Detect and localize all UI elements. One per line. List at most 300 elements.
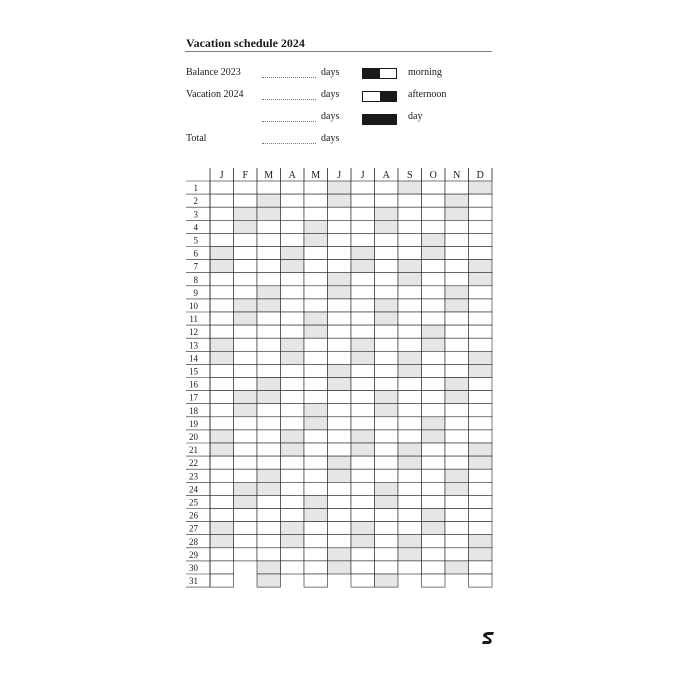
day-cell[interactable]: [375, 286, 399, 299]
day-cell[interactable]: [234, 404, 258, 417]
day-cell[interactable]: [469, 247, 493, 260]
day-cell[interactable]: [210, 561, 234, 574]
day-cell[interactable]: [304, 247, 328, 260]
day-cell[interactable]: [375, 338, 399, 351]
day-cell[interactable]: [304, 404, 328, 417]
day-cell[interactable]: [398, 456, 422, 469]
day-cell[interactable]: [328, 443, 352, 456]
day-cell[interactable]: [469, 522, 493, 535]
day-cell[interactable]: [281, 338, 305, 351]
day-cell[interactable]: [210, 260, 234, 273]
day-cell[interactable]: [281, 351, 305, 364]
day-cell[interactable]: [281, 233, 305, 246]
day-cell[interactable]: [469, 391, 493, 404]
day-cell[interactable]: [304, 260, 328, 273]
day-cell[interactable]: [281, 509, 305, 522]
day-cell[interactable]: [422, 299, 446, 312]
day-cell[interactable]: [398, 378, 422, 391]
day-cell[interactable]: [375, 509, 399, 522]
day-cell[interactable]: [234, 220, 258, 233]
day-cell[interactable]: [398, 299, 422, 312]
day-cell[interactable]: [328, 378, 352, 391]
day-cell[interactable]: [210, 469, 234, 482]
day-cell[interactable]: [210, 378, 234, 391]
day-cell[interactable]: [351, 430, 375, 443]
day-cell[interactable]: [234, 325, 258, 338]
day-cell[interactable]: [210, 194, 234, 207]
day-cell[interactable]: [351, 233, 375, 246]
day-cell[interactable]: [375, 482, 399, 495]
day-cell[interactable]: [469, 561, 493, 574]
day-cell[interactable]: [375, 522, 399, 535]
day-cell[interactable]: [328, 430, 352, 443]
day-cell[interactable]: [445, 391, 469, 404]
day-cell[interactable]: [281, 378, 305, 391]
day-cell[interactable]: [398, 338, 422, 351]
day-cell[interactable]: [422, 325, 446, 338]
day-cell[interactable]: [422, 404, 446, 417]
day-cell[interactable]: [398, 535, 422, 548]
day-cell[interactable]: [234, 391, 258, 404]
day-cell[interactable]: [304, 535, 328, 548]
day-cell[interactable]: [257, 561, 281, 574]
day-cell[interactable]: [375, 247, 399, 260]
day-cell[interactable]: [234, 482, 258, 495]
day-cell[interactable]: [398, 495, 422, 508]
day-cell[interactable]: [351, 378, 375, 391]
day-cell[interactable]: [281, 535, 305, 548]
day-cell[interactable]: [257, 312, 281, 325]
day-cell[interactable]: [351, 207, 375, 220]
day-cell[interactable]: [398, 351, 422, 364]
day-cell[interactable]: [469, 548, 493, 561]
day-cell[interactable]: [210, 456, 234, 469]
day-cell[interactable]: [281, 207, 305, 220]
day-cell[interactable]: [210, 535, 234, 548]
day-cell[interactable]: [445, 548, 469, 561]
day-cell[interactable]: [257, 548, 281, 561]
day-cell[interactable]: [422, 482, 446, 495]
day-cell[interactable]: [281, 417, 305, 430]
day-cell[interactable]: [398, 194, 422, 207]
day-cell[interactable]: [445, 469, 469, 482]
day-cell[interactable]: [398, 325, 422, 338]
day-cell[interactable]: [398, 509, 422, 522]
day-cell[interactable]: [257, 207, 281, 220]
day-cell[interactable]: [210, 247, 234, 260]
day-cell[interactable]: [398, 443, 422, 456]
day-cell[interactable]: [375, 207, 399, 220]
day-cell[interactable]: [469, 378, 493, 391]
day-cell[interactable]: [234, 548, 258, 561]
day-cell[interactable]: [210, 299, 234, 312]
day-cell[interactable]: [351, 456, 375, 469]
day-cell[interactable]: [469, 404, 493, 417]
day-cell[interactable]: [351, 391, 375, 404]
day-cell[interactable]: [257, 338, 281, 351]
day-cell[interactable]: [469, 443, 493, 456]
day-cell[interactable]: [234, 351, 258, 364]
day-cell[interactable]: [304, 273, 328, 286]
day-cell[interactable]: [257, 509, 281, 522]
day-cell[interactable]: [304, 456, 328, 469]
day-cell[interactable]: [328, 247, 352, 260]
day-cell[interactable]: [375, 561, 399, 574]
day-cell[interactable]: [469, 338, 493, 351]
day-cell[interactable]: [328, 233, 352, 246]
day-cell[interactable]: [304, 522, 328, 535]
day-cell[interactable]: [398, 404, 422, 417]
day-cell[interactable]: [445, 338, 469, 351]
day-cell[interactable]: [375, 273, 399, 286]
day-cell[interactable]: [304, 574, 328, 587]
day-cell[interactable]: [257, 273, 281, 286]
day-cell[interactable]: [422, 260, 446, 273]
day-cell[interactable]: [445, 522, 469, 535]
day-cell[interactable]: [234, 181, 258, 194]
day-cell[interactable]: [328, 338, 352, 351]
day-cell[interactable]: [234, 194, 258, 207]
day-cell[interactable]: [281, 364, 305, 377]
day-cell[interactable]: [445, 273, 469, 286]
day-cell[interactable]: [210, 312, 234, 325]
day-cell[interactable]: [422, 469, 446, 482]
day-cell[interactable]: [257, 351, 281, 364]
day-cell[interactable]: [328, 351, 352, 364]
day-cell[interactable]: [445, 417, 469, 430]
day-cell[interactable]: [210, 351, 234, 364]
day-cell[interactable]: [281, 495, 305, 508]
day-cell[interactable]: [398, 482, 422, 495]
day-cell[interactable]: [375, 535, 399, 548]
day-cell[interactable]: [398, 561, 422, 574]
day-cell[interactable]: [375, 312, 399, 325]
day-cell[interactable]: [469, 325, 493, 338]
day-cell[interactable]: [234, 260, 258, 273]
day-cell[interactable]: [469, 456, 493, 469]
day-cell[interactable]: [422, 273, 446, 286]
day-cell[interactable]: [210, 509, 234, 522]
day-cell[interactable]: [351, 181, 375, 194]
day-cell[interactable]: [422, 574, 446, 587]
day-cell[interactable]: [469, 194, 493, 207]
day-cell[interactable]: [422, 548, 446, 561]
day-cell[interactable]: [281, 548, 305, 561]
day-cell[interactable]: [398, 247, 422, 260]
day-cell[interactable]: [328, 325, 352, 338]
day-cell[interactable]: [422, 247, 446, 260]
day-cell[interactable]: [328, 312, 352, 325]
day-cell[interactable]: [351, 548, 375, 561]
day-cell[interactable]: [422, 391, 446, 404]
day-cell[interactable]: [398, 469, 422, 482]
day-cell[interactable]: [445, 325, 469, 338]
day-cell[interactable]: [234, 299, 258, 312]
day-cell[interactable]: [445, 181, 469, 194]
day-cell[interactable]: [304, 325, 328, 338]
day-cell[interactable]: [375, 417, 399, 430]
day-cell[interactable]: [375, 469, 399, 482]
day-cell[interactable]: [257, 233, 281, 246]
day-cell[interactable]: [351, 482, 375, 495]
day-cell[interactable]: [281, 247, 305, 260]
day-cell[interactable]: [469, 482, 493, 495]
day-cell[interactable]: [375, 233, 399, 246]
day-cell[interactable]: [351, 286, 375, 299]
day-cell[interactable]: [257, 482, 281, 495]
day-cell[interactable]: [445, 378, 469, 391]
day-cell[interactable]: [375, 325, 399, 338]
day-cell[interactable]: [234, 443, 258, 456]
day-cell[interactable]: [304, 299, 328, 312]
day-cell[interactable]: [257, 247, 281, 260]
day-cell[interactable]: [257, 220, 281, 233]
day-cell[interactable]: [234, 338, 258, 351]
day-cell[interactable]: [445, 351, 469, 364]
day-cell[interactable]: [234, 417, 258, 430]
day-cell[interactable]: [351, 220, 375, 233]
day-cell[interactable]: [351, 247, 375, 260]
day-cell[interactable]: [304, 443, 328, 456]
day-cell[interactable]: [210, 220, 234, 233]
day-cell[interactable]: [281, 522, 305, 535]
day-cell[interactable]: [234, 312, 258, 325]
day-cell[interactable]: [328, 495, 352, 508]
day-cell[interactable]: [445, 194, 469, 207]
day-cell[interactable]: [210, 233, 234, 246]
day-cell[interactable]: [398, 207, 422, 220]
day-cell[interactable]: [304, 391, 328, 404]
day-cell[interactable]: [304, 338, 328, 351]
day-cell[interactable]: [469, 207, 493, 220]
day-cell[interactable]: [328, 220, 352, 233]
day-cell[interactable]: [234, 535, 258, 548]
day-cell[interactable]: [257, 522, 281, 535]
day-cell[interactable]: [422, 561, 446, 574]
day-cell[interactable]: [328, 469, 352, 482]
day-cell[interactable]: [304, 548, 328, 561]
day-cell[interactable]: [422, 495, 446, 508]
day-cell[interactable]: [469, 364, 493, 377]
day-cell[interactable]: [375, 351, 399, 364]
day-cell[interactable]: [304, 181, 328, 194]
day-cell[interactable]: [398, 220, 422, 233]
day-cell[interactable]: [422, 522, 446, 535]
day-cell[interactable]: [351, 535, 375, 548]
day-cell[interactable]: [398, 312, 422, 325]
day-cell[interactable]: [304, 286, 328, 299]
day-cell[interactable]: [351, 273, 375, 286]
day-cell[interactable]: [257, 364, 281, 377]
day-cell[interactable]: [304, 509, 328, 522]
day-cell[interactable]: [351, 574, 375, 587]
day-cell[interactable]: [351, 312, 375, 325]
day-cell[interactable]: [304, 561, 328, 574]
day-cell[interactable]: [398, 260, 422, 273]
day-cell[interactable]: [281, 456, 305, 469]
day-cell[interactable]: [257, 378, 281, 391]
day-cell[interactable]: [398, 286, 422, 299]
day-cell[interactable]: [210, 286, 234, 299]
day-cell[interactable]: [469, 469, 493, 482]
day-cell[interactable]: [210, 338, 234, 351]
day-cell[interactable]: [445, 561, 469, 574]
day-cell[interactable]: [281, 220, 305, 233]
day-cell[interactable]: [351, 325, 375, 338]
day-cell[interactable]: [375, 404, 399, 417]
day-cell[interactable]: [328, 207, 352, 220]
day-cell[interactable]: [445, 482, 469, 495]
day-cell[interactable]: [257, 181, 281, 194]
day-cell[interactable]: [469, 574, 493, 587]
day-cell[interactable]: [422, 338, 446, 351]
day-cell[interactable]: [257, 325, 281, 338]
day-cell[interactable]: [469, 495, 493, 508]
day-cell[interactable]: [257, 495, 281, 508]
day-cell[interactable]: [304, 207, 328, 220]
day-cell[interactable]: [257, 443, 281, 456]
day-cell[interactable]: [375, 260, 399, 273]
day-cell[interactable]: [257, 194, 281, 207]
day-cell[interactable]: [281, 260, 305, 273]
day-cell[interactable]: [257, 260, 281, 273]
day-cell[interactable]: [351, 194, 375, 207]
day-cell[interactable]: [281, 299, 305, 312]
day-cell[interactable]: [398, 233, 422, 246]
day-cell[interactable]: [257, 456, 281, 469]
day-cell[interactable]: [257, 574, 281, 587]
day-cell[interactable]: [375, 443, 399, 456]
day-cell[interactable]: [469, 286, 493, 299]
day-cell[interactable]: [304, 351, 328, 364]
day-cell[interactable]: [281, 194, 305, 207]
day-cell[interactable]: [375, 456, 399, 469]
day-cell[interactable]: [210, 548, 234, 561]
day-cell[interactable]: [445, 299, 469, 312]
day-cell[interactable]: [210, 430, 234, 443]
day-cell[interactable]: [234, 522, 258, 535]
day-cell[interactable]: [210, 574, 234, 587]
day-cell[interactable]: [328, 456, 352, 469]
day-cell[interactable]: [328, 299, 352, 312]
day-cell[interactable]: [281, 561, 305, 574]
day-cell[interactable]: [210, 207, 234, 220]
day-cell[interactable]: [257, 535, 281, 548]
day-cell[interactable]: [234, 207, 258, 220]
day-cell[interactable]: [445, 220, 469, 233]
day-cell[interactable]: [398, 391, 422, 404]
day-cell[interactable]: [234, 286, 258, 299]
day-cell[interactable]: [328, 260, 352, 273]
day-cell[interactable]: [375, 430, 399, 443]
day-cell[interactable]: [234, 273, 258, 286]
day-cell[interactable]: [304, 417, 328, 430]
day-cell[interactable]: [351, 260, 375, 273]
day-cell[interactable]: [328, 535, 352, 548]
day-cell[interactable]: [304, 194, 328, 207]
day-cell[interactable]: [328, 286, 352, 299]
day-cell[interactable]: [422, 207, 446, 220]
day-cell[interactable]: [257, 404, 281, 417]
day-cell[interactable]: [257, 299, 281, 312]
day-cell[interactable]: [210, 273, 234, 286]
day-cell[interactable]: [304, 378, 328, 391]
day-cell[interactable]: [375, 391, 399, 404]
day-cell[interactable]: [328, 364, 352, 377]
day-cell[interactable]: [469, 312, 493, 325]
day-cell[interactable]: [257, 391, 281, 404]
day-cell[interactable]: [445, 535, 469, 548]
day-cell[interactable]: [422, 443, 446, 456]
day-cell[interactable]: [210, 443, 234, 456]
day-cell[interactable]: [210, 417, 234, 430]
day-cell[interactable]: [445, 286, 469, 299]
day-cell[interactable]: [469, 417, 493, 430]
day-cell[interactable]: [375, 181, 399, 194]
day-cell[interactable]: [281, 469, 305, 482]
day-cell[interactable]: [281, 430, 305, 443]
day-cell[interactable]: [469, 351, 493, 364]
day-cell[interactable]: [234, 233, 258, 246]
day-cell[interactable]: [445, 312, 469, 325]
day-cell[interactable]: [304, 220, 328, 233]
day-cell[interactable]: [422, 286, 446, 299]
day-cell[interactable]: [469, 273, 493, 286]
day-cell[interactable]: [445, 260, 469, 273]
day-cell[interactable]: [304, 430, 328, 443]
day-cell[interactable]: [422, 181, 446, 194]
day-cell[interactable]: [351, 404, 375, 417]
day-cell[interactable]: [469, 220, 493, 233]
day-cell[interactable]: [304, 469, 328, 482]
day-cell[interactable]: [257, 469, 281, 482]
day-cell[interactable]: [210, 364, 234, 377]
day-cell[interactable]: [445, 430, 469, 443]
day-cell[interactable]: [210, 325, 234, 338]
day-cell[interactable]: [398, 181, 422, 194]
day-cell[interactable]: [328, 482, 352, 495]
day-cell[interactable]: [469, 260, 493, 273]
day-cell[interactable]: [422, 233, 446, 246]
day-cell[interactable]: [422, 378, 446, 391]
day-cell[interactable]: [328, 273, 352, 286]
day-cell[interactable]: [281, 404, 305, 417]
day-cell[interactable]: [281, 312, 305, 325]
day-cell[interactable]: [210, 522, 234, 535]
day-cell[interactable]: [281, 325, 305, 338]
day-cell[interactable]: [469, 430, 493, 443]
day-cell[interactable]: [469, 299, 493, 312]
day-cell[interactable]: [304, 364, 328, 377]
day-cell[interactable]: [234, 247, 258, 260]
day-cell[interactable]: [281, 286, 305, 299]
day-cell[interactable]: [257, 430, 281, 443]
day-cell[interactable]: [445, 456, 469, 469]
day-cell[interactable]: [234, 469, 258, 482]
day-cell[interactable]: [422, 456, 446, 469]
day-cell[interactable]: [422, 417, 446, 430]
day-cell[interactable]: [351, 364, 375, 377]
day-cell[interactable]: [351, 561, 375, 574]
day-cell[interactable]: [445, 364, 469, 377]
day-cell[interactable]: [351, 495, 375, 508]
day-cell[interactable]: [375, 574, 399, 587]
day-cell[interactable]: [281, 443, 305, 456]
day-cell[interactable]: [422, 220, 446, 233]
day-cell[interactable]: [422, 364, 446, 377]
day-cell[interactable]: [445, 404, 469, 417]
day-cell[interactable]: [328, 404, 352, 417]
